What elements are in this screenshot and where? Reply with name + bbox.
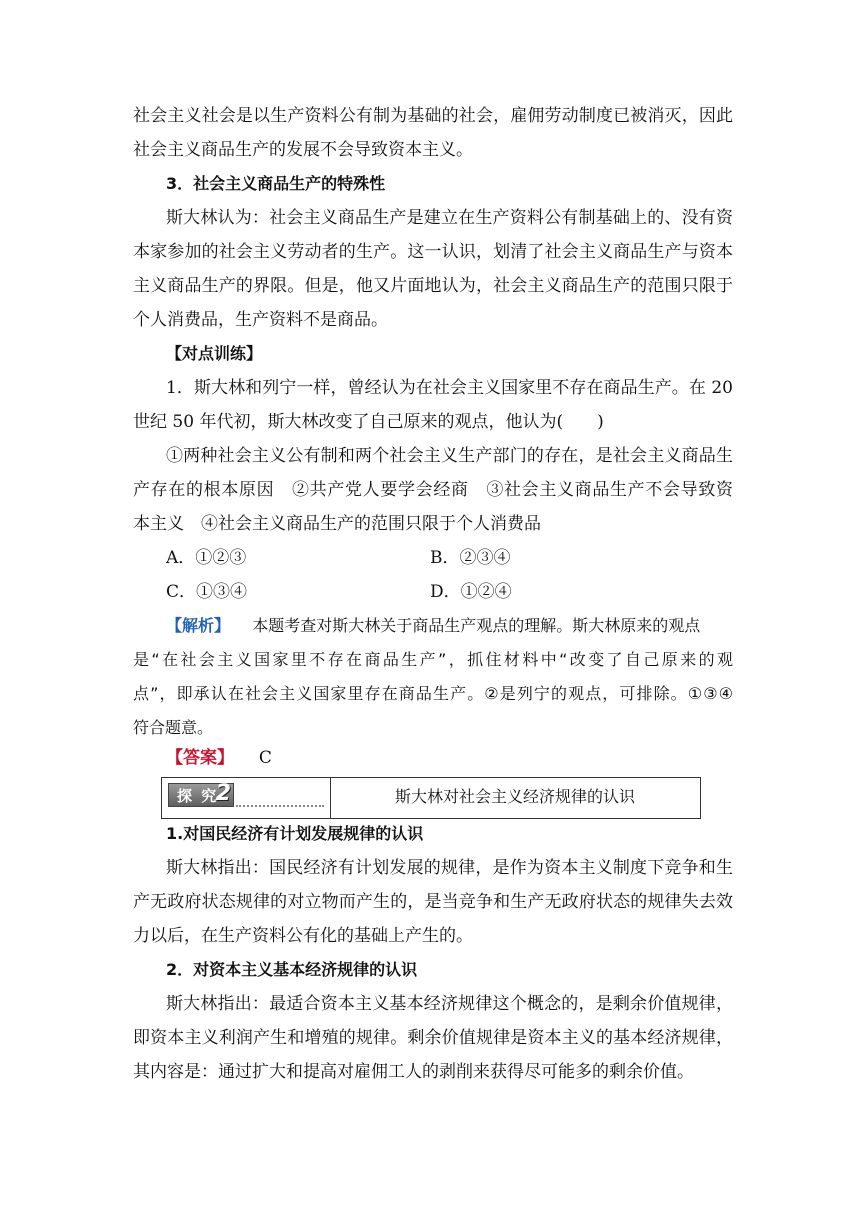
answer-tag: 【答案】 xyxy=(166,748,234,768)
paragraph-line: 社会主义商品生产的发展不会导致资本主义。 xyxy=(133,140,473,160)
section-title: 斯大林对社会主义经济规律的认识 xyxy=(394,787,635,806)
paragraph-line: 产无政府状态规律的对立物而产生的，是当竞争和生产无政府状态的规律失去效 xyxy=(133,892,733,912)
section-header xyxy=(161,777,701,819)
subheading: 3．社会主义商品生产的特殊性 xyxy=(166,174,386,193)
dotted-divider xyxy=(236,805,324,807)
analysis-line xyxy=(166,614,733,638)
subheading: 1.对国民经济有计划发展规律的认识 xyxy=(166,824,424,843)
question-line: 1．斯大林和列宁一样，曾经认为在社会主义国家里不存在商品生产。在 20 xyxy=(166,378,733,398)
statement-line: ①两种社会主义公有制和两个社会主义生产部门的存在，是社会主义商品生 xyxy=(166,446,733,466)
option-c: C．①③④ xyxy=(166,582,248,602)
analysis-tag: 【解析】 xyxy=(166,616,231,635)
paragraph-line: 主义商品生产的界限。但是，他又片面地认为，社会主义商品生产的范围只限于 xyxy=(133,276,733,296)
badge-number: 2 xyxy=(215,781,231,806)
question-line: 世纪 50 年代初，斯大林改变了自己原来的观点，他认为( ) xyxy=(133,412,604,432)
section-tag xyxy=(162,778,331,818)
answer-value: C xyxy=(258,748,272,768)
option-a: A．①②③ xyxy=(166,548,247,568)
analysis-line: 是“在社会主义国家里不存在商品生产”，抓住材料中“改变了自己原来的观 xyxy=(133,650,733,669)
paragraph-line: 本家参加的社会主义劳动者的生产。这一认识，划清了社会主义商品生产与资本 xyxy=(133,242,733,262)
answer-line xyxy=(166,746,733,770)
subheading: 2．对资本主义基本经济规律的认识 xyxy=(166,960,418,979)
explore-badge xyxy=(168,783,234,807)
option-row xyxy=(166,546,733,570)
paragraph-line: 斯大林指出：国民经济有计划发展的规律，是作为资本主义制度下竞争和生 xyxy=(166,858,733,878)
exercise-heading: 【对点训练】 xyxy=(166,344,263,363)
option-b: B．②③④ xyxy=(430,548,511,568)
paragraph-line: 其内容是：通过扩大和提高对雇佣工人的剥削来获得尽可能多的剩余价值。 xyxy=(133,1062,694,1082)
paragraph-line: 个人消费品，生产资料不是商品。 xyxy=(133,310,388,330)
analysis-line: 符合题意。 xyxy=(133,718,214,737)
paragraph-line: 斯大林指出：最适合资本主义基本经济规律这个概念的，是剩余价值规律， xyxy=(166,994,733,1014)
paragraph-line: 力以后，在生产资料公有化的基础上产生的。 xyxy=(133,926,473,946)
analysis-text: 本题考查对斯大林关于商品生产观点的理解。斯大林原来的观点 xyxy=(252,616,701,635)
paragraph-line: 社会主义社会是以生产资料公有制为基础的社会，雇佣劳动制度已被消灭，因此 xyxy=(133,106,733,126)
analysis-line: 点”，即承认在社会主义国家里存在商品生产。②是列宁的观点，可排除。①③④ xyxy=(133,684,733,703)
option-d: D．①②④ xyxy=(430,582,512,602)
statement-line: 产存在的根本原因 ②共产党人要学会经商 ③社会主义商品生产不会导致资 xyxy=(133,480,733,500)
statement-line: 本主义 ④社会主义商品生产的范围只限于个人消费品 xyxy=(133,514,541,534)
option-row xyxy=(166,580,733,604)
badge-label: 探 究 xyxy=(177,786,219,805)
paragraph-line: 斯大林认为：社会主义商品生产是建立在生产资料公有制基础上的、没有资 xyxy=(166,208,733,228)
paragraph-line: 即资本主义利润产生和增殖的规律。剩余价值规律是资本主义的基本经济规律， xyxy=(133,1028,733,1048)
